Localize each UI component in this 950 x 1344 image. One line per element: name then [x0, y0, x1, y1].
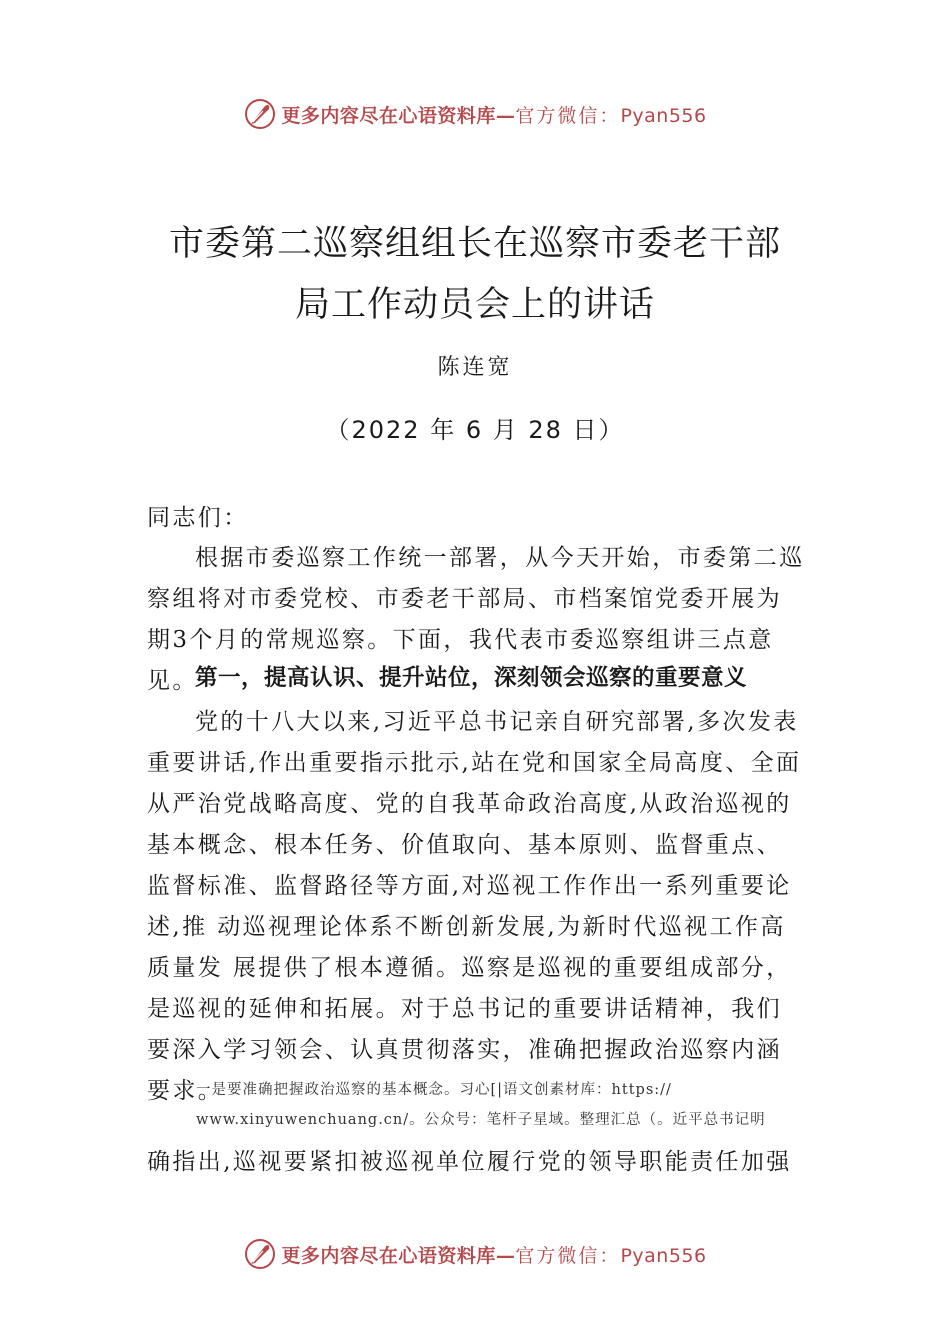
source-note-line-2: www.xinyuwenchuang.cn/。公众号：笔杆子星域。整理汇总（。近平总书记明 — [196, 1112, 766, 1128]
banner-prefix: 更多内容尽在心语资料库 — [281, 1244, 496, 1267]
document-title — [0, 214, 950, 336]
paragraph-section-1: 党的十八大以来,习近平总书记亲自研究部署,多次发表重要讲话,作出重要指示批示,站在党和国家全局高度、全面从严治党战略高度、党的自我革命政治高度,从政治巡视的基本概念、根本任务、价值取向、基本原则、监督重点、监督标准、监督路径等方面,对巡视工作作出一系列重要论述,推 动巡视理论体系不断创新发展,为新时代巡视工作高质量发 展提供了根本遵循。巡察是巡视的重要组成部分，是巡视的延伸和拓展。对于总书记的重要讲话精神，我们要深入学习领会、认真贯彻落实，准确把握政治巡察内涵要求。 — [147, 709, 802, 1104]
author-name: 陈连宽 — [437, 355, 513, 380]
title-line-2: 局工作动员会上的讲话 — [294, 285, 655, 325]
banner-text — [281, 101, 706, 128]
title-line-1: 市委第二巡察组组长在巡察市委老干部 — [168, 224, 781, 264]
banner-prefix: 更多内容尽在心语资料库 — [281, 104, 496, 127]
speech-date: （2022 年 6 月 28 日） — [325, 416, 625, 444]
feather-pen-icon — [243, 97, 277, 131]
banner-wechat-label: 官方微信： — [515, 104, 621, 127]
header-banner — [0, 94, 950, 134]
feather-pen-icon — [243, 1237, 277, 1271]
source-note-line-1: 一是要准确把握政治巡察的基本概念。习心[|语文创素材库：https:// — [196, 1082, 672, 1098]
footer-banner — [0, 1234, 950, 1274]
section-heading-1: 第一，提高认识、提升站位，深刻领会巡察的重要意义 — [195, 665, 748, 691]
banner-dash: — — [495, 1244, 516, 1267]
paragraph-intro: 根据市委巡察工作统一部署，从今天开始，市委第二巡察组将对市委党校、市委老干部局、市档案馆党委开展为期3个月的常规巡察。下面，我代表市委巡察组讲三点意见。 — [147, 545, 805, 694]
banner-text — [281, 1241, 706, 1268]
paragraph-continuation: 确指出,巡视要紧扣被巡视单位履行党的领导职能责任加强 — [147, 1149, 792, 1175]
banner-wechat-id: Pyan556 — [620, 104, 707, 127]
banner-wechat-label: 官方微信： — [515, 1244, 621, 1267]
greeting: 同志们： — [147, 505, 249, 531]
banner-wechat-id: Pyan556 — [620, 1244, 707, 1267]
banner-dash: — — [495, 104, 516, 127]
